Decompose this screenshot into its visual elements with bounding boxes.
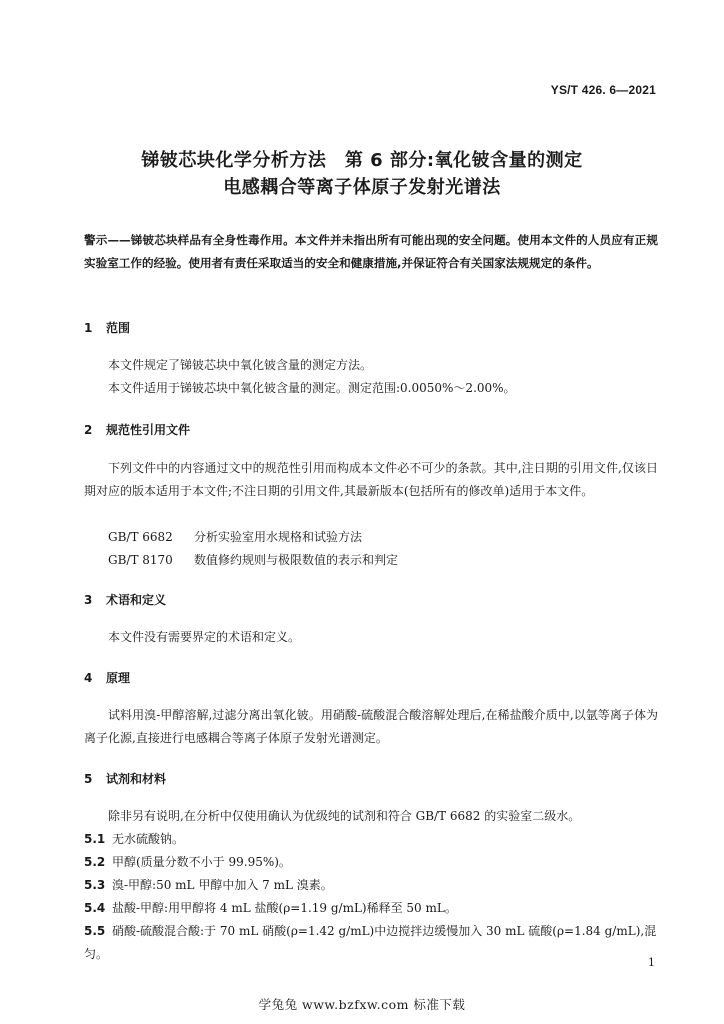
section-number: 5: [84, 772, 93, 786]
reference-title: 分析实验室用水规格和试验方法: [194, 530, 363, 544]
item-text: 硝酸-硫酸混合酸:于 70 mL 硝酸(ρ=1.42 g/mL)中边搅拌边缓慢加入 30 mL 硫酸(ρ=1.84 g/mL),混匀。: [84, 924, 657, 961]
item-number: 5.5: [84, 924, 106, 938]
section-title: 原理: [106, 671, 131, 685]
item-number: 5.2: [84, 855, 106, 869]
item-text: 甲醇(质量分数不小于 99.95%)。: [112, 855, 291, 869]
reference-item: [108, 526, 362, 549]
reagent-item: [84, 851, 658, 874]
principle-paragraph: 试料用溴-甲醇溶解,过滤分离出氧化铍。用硝酸-硫酸混合酸溶解处理后,在稀盐酸介质中,以氩等离子体为离子化源,直接进行电感耦合等离子体原子发射光谱测定。: [84, 708, 658, 745]
section-3-heading: [84, 591, 166, 608]
section-5-heading: [84, 770, 166, 787]
item-text: 溴-甲醇:50 mL 甲醇中加入 7 mL 溴素。: [112, 878, 333, 892]
section-number: 2: [84, 423, 93, 437]
reagent-item: [84, 828, 658, 851]
item-number: 5.3: [84, 878, 106, 892]
scope-line-1: 本文件规定了锑铍芯块中氧化铍含量的测定方法。: [108, 358, 373, 372]
section-title: 范围: [106, 321, 131, 335]
page-number: 1: [648, 956, 655, 969]
section-1-heading: [84, 319, 130, 336]
scope-line-2: 本文件适用于锑铍芯块中氧化铍含量的测定。测定范围:0.0050%～2.00%。: [108, 381, 516, 395]
section-number: 4: [84, 671, 93, 685]
reagent-item: [84, 897, 658, 920]
item-number: 5.4: [84, 901, 106, 915]
section-title: 规范性引用文件: [106, 423, 191, 437]
terms-paragraph: 本文件没有需要界定的术语和定义。: [108, 630, 301, 644]
footer-watermark[interactable]: 学兔兔 www.bzfxw.com 标准下载: [258, 997, 466, 1012]
reference-code: GB/T 6682: [108, 530, 173, 544]
reagent-item: [84, 874, 658, 897]
item-text: 无水硫酸钠。: [112, 832, 185, 846]
normative-references-paragraph: 下列文件中的内容通过文中的规范性引用而构成本文件必不可少的条款。其中,注日期的引用文件,仅该日期对应的版本适用于本文件;不注日期的引用文件,其最新版本(包括所有的修改单)适用于本文件。: [84, 461, 658, 498]
warning-paragraph: 警示——锑铍芯块样品有全身性毒作用。本文件并未指出所有可能出现的安全问题。使用本文件的人员应有正规实验室工作的经验。使用者有责任采取适当的安全和健康措施,并保证符合有关国家法规规定的条件。: [84, 233, 658, 270]
section-title: 试剂和材料: [106, 772, 167, 786]
reference-item: [108, 549, 398, 572]
reagents-intro: 除非另有说明,在分析中仅使用确认为优级纯的试剂和符合 GB/T 6682 的实验室二级水。: [108, 809, 581, 823]
section-title: 术语和定义: [106, 593, 167, 607]
section-number: 3: [84, 593, 93, 607]
section-number: 1: [84, 321, 93, 335]
document-title-line1: 锑铍芯块化学分析方法 第 6 部分:氧化铍含量的测定: [141, 150, 583, 171]
document-title-line2: 电感耦合等离子体原子发射光谱法: [223, 177, 501, 198]
standard-code: YS/T 426. 6—2021: [550, 83, 656, 97]
section-4-heading: [84, 669, 130, 686]
section-2-heading: [84, 421, 190, 438]
reagent-item: [84, 920, 658, 966]
reference-code: GB/T 8170: [108, 553, 173, 567]
reference-title: 数值修约规则与极限数值的表示和判定: [194, 553, 399, 567]
item-number: 5.1: [84, 832, 106, 846]
item-text: 盐酸-甲醇:用甲醇将 4 mL 盐酸(ρ=1.19 g/mL)稀释至 50 mL。: [112, 901, 457, 915]
